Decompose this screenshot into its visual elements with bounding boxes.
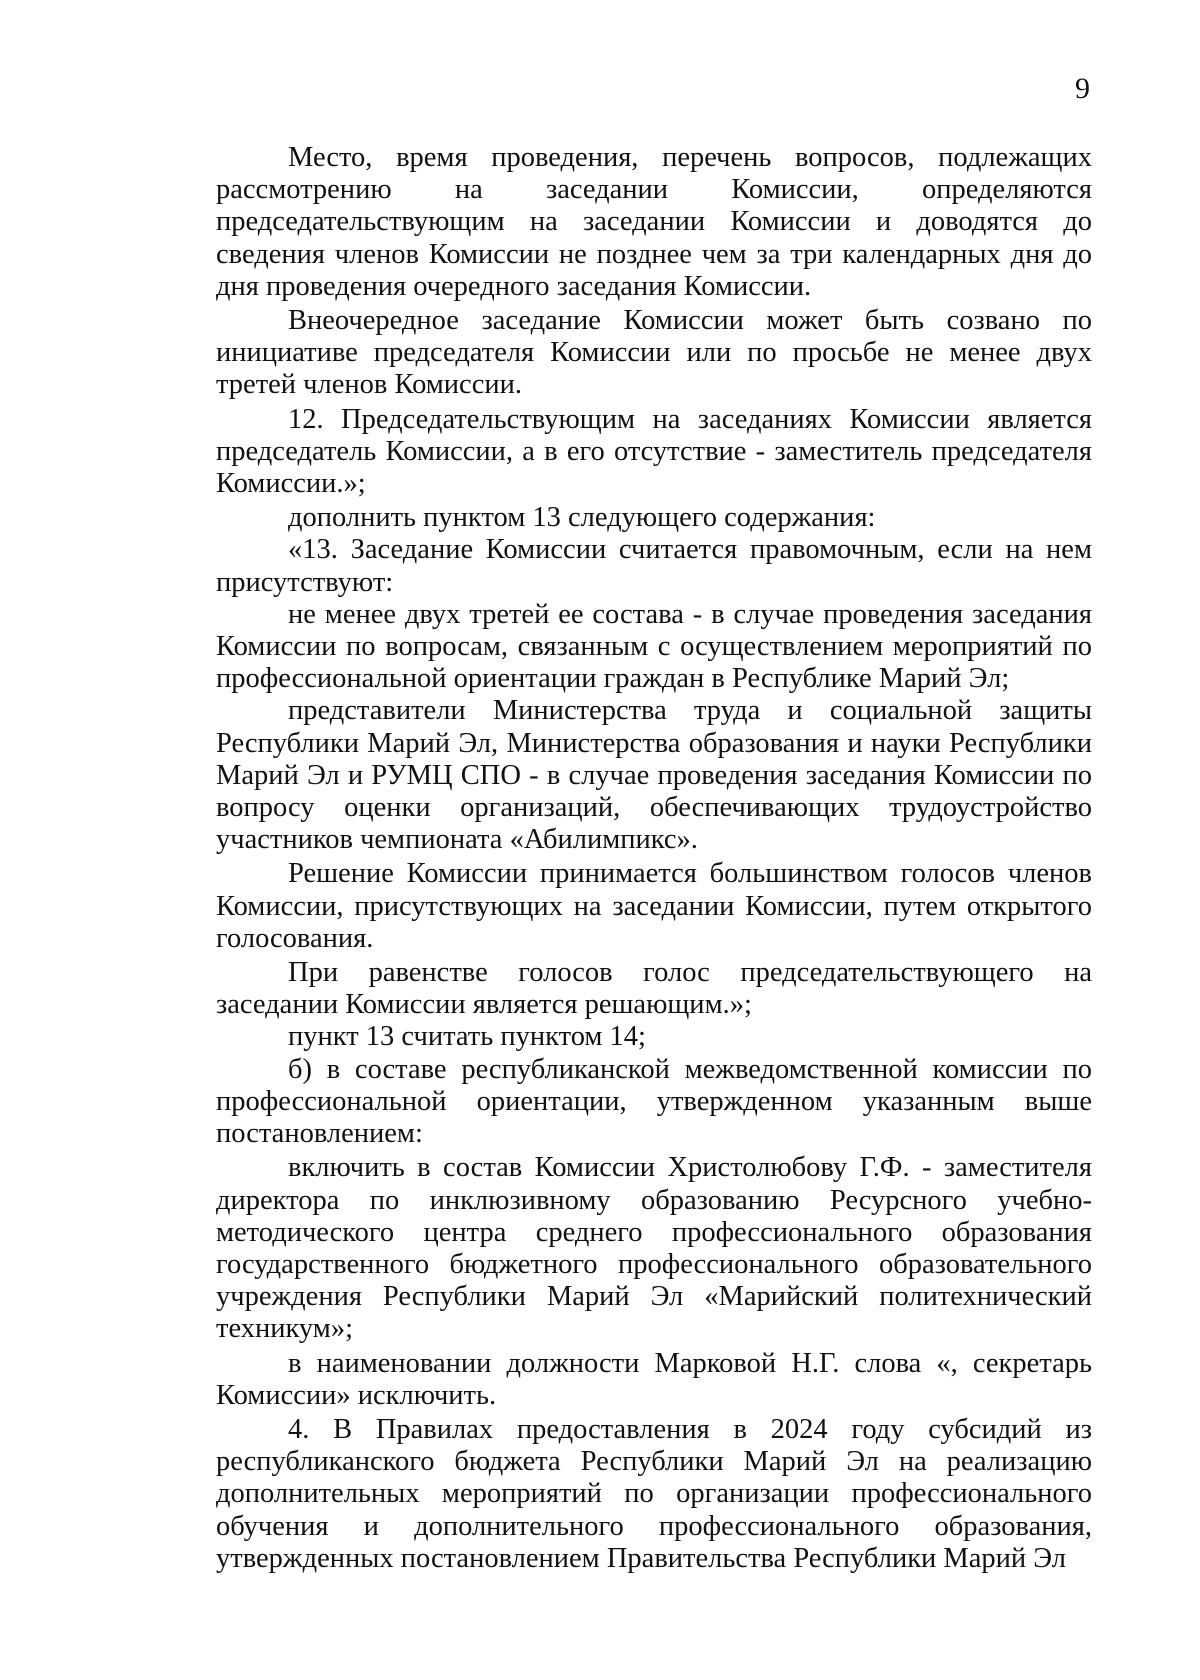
paragraph-item-13-quorum: «13. Заседание Комиссии считается правомочным, если на нем присутствуют: <box>216 534 1092 598</box>
paragraph-add-item-13: дополнить пунктом 13 следующего содержания: <box>288 502 876 534</box>
paragraph-representatives: представители Министерства труда и социальной защиты Республики Марий Эл, Министерства образования и науки Республики Марий Эл и РУМЦ СПО - в случае проведения заседания Комиссии по вопросу оценки организаций, обеспечивающих трудоустройство участников чемпионата «Абилимпикс». <box>216 695 1092 856</box>
paragraph-commission-composition: б) в составе республиканской межведомственной комиссии по профессиональной ориентации, утвержденном указанным выше постановлением: <box>216 1053 1092 1150</box>
page-number: 9 <box>1075 72 1090 105</box>
paragraph-exclude-words: в наименовании должности Марковой Н.Г. слова «, секретарь Комиссии» исключить. <box>216 1347 1092 1411</box>
paragraph-two-thirds: не менее двух третей ее состава - в случае проведения заседания Комиссии по вопросам, связанным с осуществлением мероприятий по профессиональной ориентации граждан в Республике Марий Эл; <box>216 598 1092 695</box>
document-body <box>216 142 1092 1575</box>
paragraph-decision-majority: Решение Комиссии принимается большинством голосов членов Комиссии, присутствующих на заседании Комиссии, путем открытого голосования. <box>216 858 1092 954</box>
paragraph-meeting-schedule: Место, время проведения, перечень вопросов, подлежащих рассмотрению на заседании Комиссии, определяются председательствующим на заседании Комиссии и доводятся до сведения членов Комиссии не позднее чем за три календарных дня до дня проведения очередного заседания Комиссии. <box>216 142 1092 302</box>
paragraph-item-4-rules: 4. В Правилах предоставления в 2024 году субсидий из республиканского бюджета Республики Марий Эл на реализацию дополнительных мероприятий по организации профессионального обучения и дополнительного профессионального образования, утвержденных постановлением Правительства Республики Марий Эл <box>216 1413 1092 1574</box>
paragraph-tie-vote: При равенстве голосов голос председательствующего на заседании Комиссии является решающим.»; <box>216 957 1092 1021</box>
paragraph-item-12: 12. Председательствующим на заседаниях Комиссии является председатель Комиссии, а в его отсутствие - заместитель председателя Комиссии.»; <box>216 403 1092 500</box>
paragraph-include-member: включить в состав Комиссии Христолюбову Г.Ф. - заместителя директора по инклюзивному образованию Ресурсного учебно-методического центра среднего профессионального образования государственного бюджетного профессионального образовательного учреждения Республики Марий Эл «Марийский политехнический техникум»; <box>216 1152 1092 1345</box>
paragraph-renumber-item: пункт 13 считать пунктом 14; <box>288 1021 646 1053</box>
paragraph-extraordinary-meeting: Внеочередное заседание Комиссии может быть созвано по инициативе председателя Комиссии или по просьбе не менее двух третей членов Комиссии. <box>216 305 1092 401</box>
